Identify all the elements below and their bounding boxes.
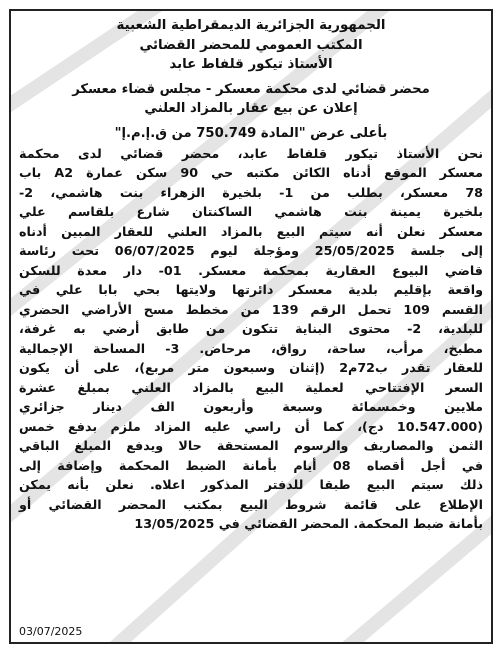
body-line: معسكر نعلن أنه سيتم البيع بالمزاد العلني للعقار المبين أدناه [19, 223, 483, 239]
notice-body [19, 144, 483, 534]
body-line: مطبخ، مرأب، ساحة، رواق، مرحاض. 3- المساحة الإجمالية [19, 340, 483, 356]
body-line: قاضي البيوع العقارية بمحكمة معسكر. 01- دار معدة للسكن [19, 262, 483, 278]
body-line: معسكر الموقع أدناه الكائن مكتبه حي 90 سكن عمارة A2 باب [19, 165, 483, 181]
body-line: نحن الأستاذ تيكور قلفاط عابد، محضر قضائي لدى محكمة [19, 145, 483, 161]
body-line: ملايين وخمسمائة وسبعة وأربعون الف دينار جزائري [19, 399, 483, 415]
body-line: السعر الإفتتاحي لعملية البيع بالمزاد العلني بمبلغ عشرة [19, 379, 483, 395]
body-line: القسم 109 تحمل الرقم 139 من مخطط مسح الأراضي الحضري [19, 301, 483, 317]
office-heading: المكتب العمومي للمحضر القضائي [139, 37, 363, 53]
body-line: الإطلاع على قائمة شروط البيع بمكتب المحضر القضائي أو [19, 496, 483, 512]
legal-article: بأعلى عرض "المادة 750.749 من ق.إ.م.إ" [114, 126, 388, 142]
body-line: بلخيرة يمينة بنت هاشمي الساكنتان شارع بلقاسم علي [19, 204, 483, 220]
republic-heading: الجمهورية الجزائرية الديمقراطية الشعبية [116, 18, 386, 33]
body-line: ذلك سيتم البيع طبقا للدفتر المذكور اعلاه. نعلن بأنه يمكن [19, 477, 483, 493]
body-line: (10.547.000 دج)، كما أن راسي عليه المزاد ملزم بدفع خمس [19, 418, 483, 434]
publication-date: 03/07/2025 [19, 625, 83, 638]
notice-content [11, 11, 491, 534]
body-line: الثمن والمصاريف والرسوم المستحقة حالا ويدفع المبلغ الباقي [19, 438, 483, 454]
bailiff-title: محضر قضائي لدى محكمة معسكر - مجلس قضاء معسكر [72, 81, 430, 97]
body-line: واقعة بإقليم بلدية معسكر دائرتها ولايتها بحي بابا علي في [19, 282, 483, 298]
body-line: في أجل أقصاه 08 أيام بأمانة الضبط المحكمة وإضافة إلى [19, 457, 484, 473]
body-line: للعقار تقدر ب72م2 (إثنان وسبعون متر مربع)، على أن يكون [19, 360, 483, 376]
body-line: إلى جلسة 25/05/2025 ومؤجلة ليوم 06/07/2025 تحت رئاسة [19, 243, 483, 259]
auction-announcement: إعلان عن بيع عقار بالمزاد العلني [144, 101, 358, 117]
legal-notice [9, 9, 493, 644]
body-line: للبلدية، 2- محتوى البناية تتكون من طابق أرضي به غرفة، [19, 321, 484, 337]
bailiff-name: الأستاذ تيكور قلفاط عابد [169, 57, 333, 72]
body-line: بأمانة ضبط المحكمة. المحضر القضائي في 13/05/2025 [134, 516, 483, 532]
body-line: 78 معسكر، بطلب من 1- بلخيرة الزهراء بنت هاشمي، 2- [19, 184, 483, 200]
